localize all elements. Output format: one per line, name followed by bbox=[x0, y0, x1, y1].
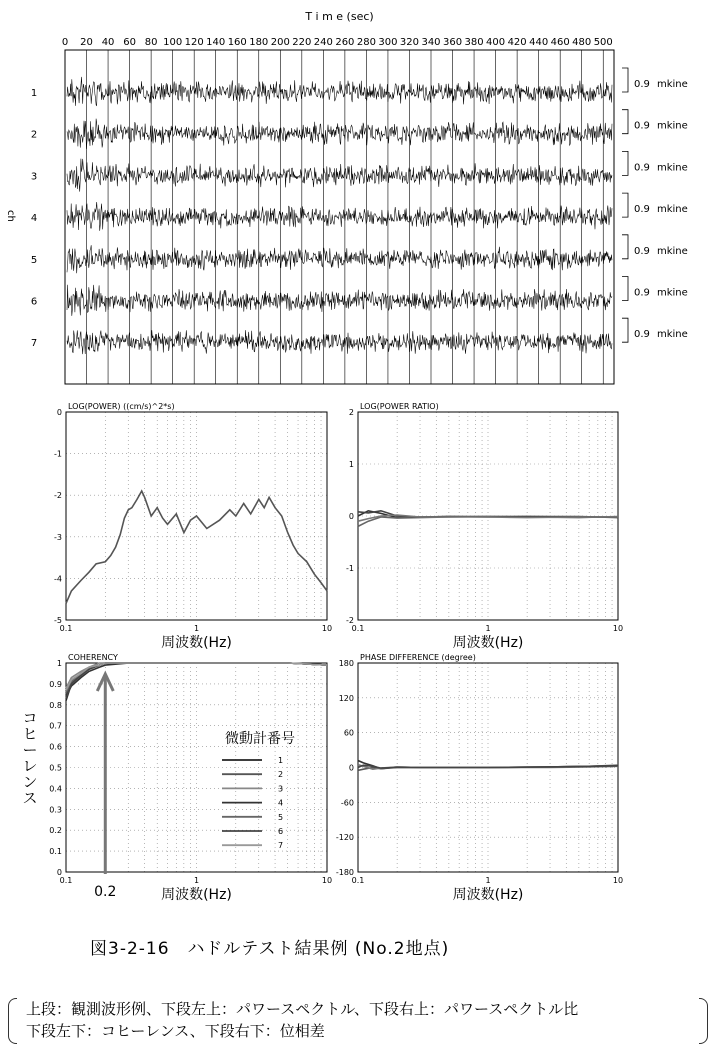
waveform-x-tick-label: 420 bbox=[507, 37, 527, 48]
channel-trace bbox=[67, 202, 612, 231]
y-tick-label: 0.7 bbox=[49, 721, 62, 731]
waveform-x-tick-label: 180 bbox=[249, 37, 269, 48]
legend-label: 5 bbox=[278, 812, 284, 822]
y-axis-label-char: ヒ bbox=[22, 725, 38, 743]
waveform-x-tick-label: 320 bbox=[399, 37, 420, 48]
scale-value: 0.9 bbox=[634, 287, 650, 299]
scale-bracket bbox=[622, 235, 628, 259]
legend-title: 微動計番号 bbox=[225, 731, 295, 747]
waveform-x-tick-label: 260 bbox=[335, 37, 355, 48]
marker-label: 0.2 bbox=[94, 884, 117, 900]
y-tick-label: 2 bbox=[348, 408, 354, 417]
y-axis-label-char: コ bbox=[22, 709, 38, 727]
y-axis-label-char: ー bbox=[22, 741, 38, 759]
figure-note bbox=[8, 996, 708, 1046]
y-tick-label: 0.8 bbox=[49, 700, 62, 710]
y-tick-label: -180 bbox=[335, 868, 354, 877]
waveform-x-tick-label: 100 bbox=[163, 37, 183, 48]
channel-label: 5 bbox=[30, 254, 38, 266]
coherency-panel bbox=[22, 653, 332, 903]
y-tick-label: -3 bbox=[54, 532, 62, 542]
y-tick-label: -1 bbox=[54, 449, 62, 459]
y-tick-label: 0.4 bbox=[49, 784, 62, 794]
plot-title: PHASE DIFFERENCE (degree) bbox=[360, 653, 476, 662]
waveform-x-tick-label: 500 bbox=[593, 37, 613, 48]
power-ratio-panel bbox=[346, 402, 623, 651]
series-line bbox=[66, 491, 327, 603]
legend-label: 7 bbox=[278, 841, 284, 851]
channel-label: 3 bbox=[30, 171, 38, 183]
waveform-title: T i m e (sec) bbox=[305, 10, 374, 23]
waveform-x-tick-label: 220 bbox=[292, 37, 312, 48]
scale-bracket bbox=[622, 151, 628, 175]
y-tick-label: -2 bbox=[346, 616, 354, 625]
x-tick-label: 1 bbox=[485, 624, 491, 633]
waveform-x-tick-label: 460 bbox=[550, 37, 570, 48]
y-tick-label: 0.1 bbox=[49, 847, 62, 857]
channel-label: 4 bbox=[30, 213, 38, 225]
x-axis-label: 周波数(Hz) bbox=[452, 887, 524, 903]
y-tick-label: 0 bbox=[56, 408, 62, 417]
channel-label: 7 bbox=[30, 338, 38, 350]
waveform-frame bbox=[65, 50, 614, 384]
x-tick-label: 0.1 bbox=[351, 876, 365, 885]
y-tick-label: -1 bbox=[346, 564, 354, 573]
waveform-x-tick-label: 280 bbox=[356, 37, 376, 48]
y-axis-label-char: ス bbox=[22, 789, 38, 807]
y-tick-label: 0 bbox=[348, 512, 354, 521]
plot-title: COHERENCY bbox=[68, 653, 118, 662]
x-tick-label: 10 bbox=[612, 624, 624, 633]
x-axis-label: 周波数(Hz) bbox=[452, 635, 524, 651]
legend-label: 2 bbox=[278, 770, 284, 780]
waveform-x-tick-label: 40 bbox=[101, 37, 115, 48]
waveform-x-tick-label: 360 bbox=[442, 37, 463, 48]
power-spectrum-panel bbox=[54, 402, 332, 651]
channel-label: 2 bbox=[30, 129, 38, 141]
y-tick-label: 60 bbox=[343, 728, 354, 738]
y-tick-label: 0 bbox=[56, 868, 62, 877]
waveform-x-tick-label: 60 bbox=[123, 37, 136, 48]
y-tick-label: 0 bbox=[348, 763, 354, 773]
scale-unit: mkine bbox=[657, 79, 688, 90]
scale-unit: mkine bbox=[657, 120, 688, 132]
y-tick-label: 0.6 bbox=[49, 742, 62, 752]
waveform-x-tick-label: 240 bbox=[313, 37, 333, 48]
channel-trace bbox=[67, 77, 612, 106]
waveform-x-tick-label: 20 bbox=[80, 37, 93, 48]
legend-label: 4 bbox=[278, 798, 284, 808]
scale-bracket bbox=[622, 318, 628, 342]
scale-bracket bbox=[622, 193, 628, 217]
legend-label: 3 bbox=[278, 784, 284, 794]
channel-trace bbox=[67, 119, 612, 149]
scale-unit: mkine bbox=[657, 245, 688, 257]
plot-title: LOG(POWER) ((cm/s)^2*s) bbox=[68, 402, 175, 411]
scale-bracket bbox=[622, 68, 628, 92]
y-tick-label: 0.5 bbox=[49, 763, 62, 773]
scale-unit: mkine bbox=[657, 287, 688, 299]
x-tick-label: 1 bbox=[485, 876, 491, 885]
y-tick-label: 180 bbox=[338, 659, 354, 668]
legend-label: 1 bbox=[278, 756, 284, 765]
x-axis-label: 周波数(Hz) bbox=[161, 887, 232, 903]
channel-trace bbox=[67, 330, 612, 354]
y-axis-label-char: レ bbox=[22, 757, 38, 775]
y-tick-label: 120 bbox=[338, 693, 354, 703]
waveform-x-tick-label: 480 bbox=[572, 37, 592, 48]
waveform-x-tick-label: 340 bbox=[421, 37, 441, 48]
channel-trace bbox=[67, 285, 612, 316]
waveform-x-tick-label: 120 bbox=[184, 37, 204, 48]
y-tick-label: -2 bbox=[54, 491, 62, 501]
scale-value: 0.9 bbox=[634, 79, 650, 90]
note-line-2: 下段左下：コヒーレンス、下段右下：位相差 bbox=[26, 1022, 325, 1040]
scale-value: 0.9 bbox=[634, 245, 650, 257]
x-tick-label: 1 bbox=[193, 624, 200, 633]
x-axis-label: 周波数(Hz) bbox=[161, 635, 232, 651]
y-axis-label-char: ン bbox=[22, 773, 38, 791]
channel-label: 6 bbox=[30, 296, 38, 308]
phase-difference-panel bbox=[336, 653, 623, 903]
note-line-1: 上段：観測波形例、下段左上：パワースペクトル、下段右上：パワースペクトル比 bbox=[26, 1000, 579, 1018]
y-tick-label: 0.9 bbox=[49, 679, 62, 689]
scale-bracket bbox=[622, 277, 628, 301]
waveform-x-tick-label: 0 bbox=[61, 37, 69, 48]
scale-value: 0.9 bbox=[634, 162, 650, 174]
y-tick-label: -4 bbox=[54, 574, 62, 584]
note-bracket-left bbox=[8, 998, 17, 1044]
scale-unit: mkine bbox=[657, 204, 688, 216]
waveform-x-tick-label: 440 bbox=[529, 37, 549, 48]
waveform-x-tick-label: 80 bbox=[144, 37, 158, 48]
waveform-x-tick-label: 380 bbox=[464, 37, 484, 48]
waveform-ylabel: ch bbox=[5, 210, 16, 222]
legend-label: 6 bbox=[278, 827, 284, 836]
waveform-x-tick-label: 300 bbox=[378, 37, 398, 48]
x-tick-label: 0.1 bbox=[59, 876, 73, 885]
y-tick-label: 0.2 bbox=[49, 826, 62, 836]
x-tick-label: 10 bbox=[321, 624, 333, 633]
scale-unit: mkine bbox=[657, 329, 688, 341]
scale-value: 0.9 bbox=[634, 120, 650, 132]
plot-title: LOG(POWER RATIO) bbox=[360, 402, 439, 411]
y-tick-label: 1 bbox=[56, 659, 62, 668]
y-tick-label: -120 bbox=[335, 833, 354, 843]
y-tick-label: 0.3 bbox=[49, 805, 62, 815]
channel-label: 1 bbox=[30, 88, 38, 99]
waveform-x-tick-label: 140 bbox=[206, 37, 226, 48]
y-tick-label: 1 bbox=[348, 460, 354, 469]
figure-caption: 図3-2-16 ハドルテスト結果例 (No.2地点) bbox=[90, 939, 450, 959]
waveform-panel bbox=[5, 10, 688, 384]
scale-value: 0.9 bbox=[634, 204, 650, 216]
waveform-x-tick-label: 200 bbox=[270, 37, 290, 48]
x-tick-label: 10 bbox=[612, 876, 624, 885]
channel-trace bbox=[67, 245, 612, 273]
scale-value: 0.9 bbox=[634, 329, 650, 341]
waveform-x-tick-label: 160 bbox=[227, 37, 247, 48]
note-bracket-right bbox=[699, 998, 708, 1044]
channel-trace bbox=[67, 159, 612, 192]
x-tick-label: 0.1 bbox=[351, 624, 365, 633]
x-tick-label: 0.1 bbox=[59, 624, 73, 633]
scale-unit: mkine bbox=[657, 162, 688, 174]
y-tick-label: -5 bbox=[54, 616, 62, 625]
x-tick-label: 10 bbox=[321, 876, 333, 885]
scale-bracket bbox=[622, 110, 628, 134]
y-tick-label: -60 bbox=[340, 798, 354, 808]
waveform-x-tick-label: 400 bbox=[486, 37, 506, 48]
x-tick-label: 1 bbox=[193, 876, 200, 885]
